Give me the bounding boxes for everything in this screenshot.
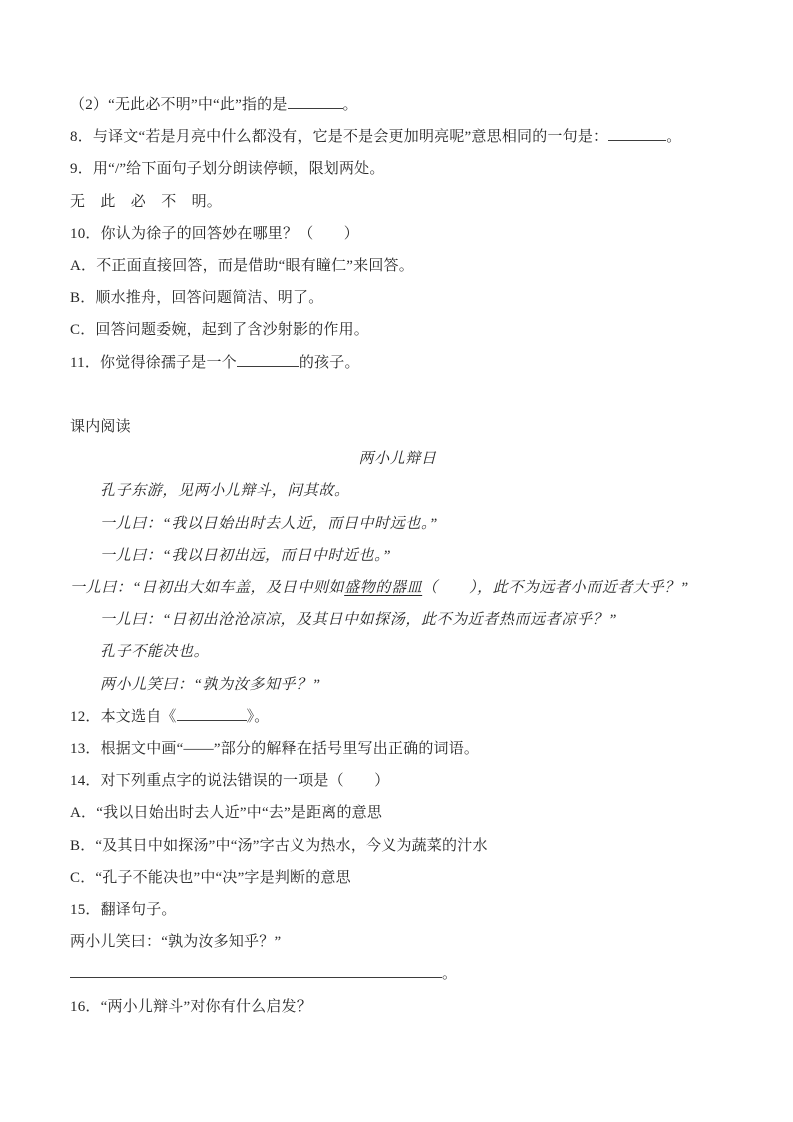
text-segment: 14．对下列重点字的说法错误的一项是（ ） — [70, 773, 390, 790]
question-line — [70, 347, 725, 379]
text-segment: 两小儿辩日 — [358, 451, 437, 468]
text-segment: 10．你认为徐子的回答妙在哪里？（ ） — [70, 225, 360, 242]
question-line — [70, 733, 725, 765]
option-line — [70, 797, 725, 829]
text-segment: C．“孔子不能决也”中“决”字是判断的意思 — [70, 869, 351, 886]
option-line — [70, 314, 725, 346]
text-segment: A．不正面直接回答，而是借助“眼有瞳仁”来回答。 — [70, 258, 414, 275]
text-segment: 11．你觉得徐孺子是一个 — [70, 354, 237, 371]
passage-line — [70, 475, 725, 507]
answer-line — [70, 958, 725, 990]
text-segment: 无 此 必 不 明。 — [70, 193, 223, 210]
answer-blank — [608, 126, 666, 141]
question-line — [70, 765, 725, 797]
text-segment: 的孩子。 — [298, 354, 360, 371]
underlined-term: 盛物的器皿 — [344, 580, 423, 597]
text-segment: 13．根据文中画“——”部分的解释在括号里写出正确的词语。 — [70, 741, 480, 758]
option-line — [70, 862, 725, 894]
question-line — [70, 121, 725, 153]
option-line — [70, 282, 725, 314]
question-line — [70, 894, 725, 926]
text-segment: B．“及其日中如探汤”中“汤”字古义为热水，今义为蔬菜的汁水 — [70, 837, 488, 854]
blank-gap — [70, 379, 725, 411]
option-line — [70, 250, 725, 282]
sentence-to-mark — [70, 186, 725, 218]
text-segment: 》。 — [246, 708, 270, 725]
text-segment: C．回答问题委婉，起到了含沙射影的作用。 — [70, 322, 370, 339]
text-segment: 一儿曰：“日初出沧沧凉凉，及其日中如探汤，此不为近者热而远者凉乎？” — [100, 612, 618, 629]
answer-blank — [288, 94, 343, 109]
text-segment: 。 — [666, 129, 682, 146]
text-segment: 。 — [342, 97, 358, 113]
text-segment: 课内阅读 — [70, 419, 131, 436]
question-line — [70, 991, 725, 1023]
text-segment: 12．本文选自《 — [70, 708, 177, 725]
passage-line — [70, 604, 725, 636]
answer-blank — [70, 963, 442, 978]
question-line — [70, 89, 725, 121]
text-segment: 一儿曰：“日初出大如车盖，及日中则如 — [70, 580, 345, 597]
text-segment: 9．用“/”给下面句子划分朗读停顿，限划两处。 — [70, 161, 385, 178]
passage-line — [70, 540, 725, 572]
passage-line — [70, 636, 725, 668]
text-segment: 。 — [442, 966, 458, 983]
text-segment: 孔子东游，见两小儿辩斗，问其故。 — [100, 483, 350, 500]
answer-blank — [177, 706, 247, 721]
question-line — [70, 218, 725, 250]
text-segment: （2）“无此必不明”中“此”指的是 — [70, 97, 288, 113]
question-line — [70, 926, 725, 958]
question-line — [70, 153, 725, 185]
passage-title — [70, 443, 725, 475]
question-line — [70, 701, 725, 733]
text-segment: 一儿曰：“我以日始出时去人近，而日中时远也。” — [100, 515, 438, 532]
text-segment: 两小儿笑曰：“孰为汝多知乎？” — [70, 934, 282, 951]
text-segment: 16．“两小儿辩斗”对你有什么启发？ — [70, 998, 312, 1015]
text-segment: 孔子不能决也。 — [100, 644, 210, 661]
answer-blank — [237, 352, 299, 367]
text-segment: 两小儿笑曰：“孰为汝多知乎？” — [100, 676, 321, 693]
text-segment: （ ），此不为远者小而近者大乎？” — [422, 580, 689, 597]
passage-line — [70, 669, 725, 701]
text-segment: 8．与译文“若是月亮中什么都没有，它是不是会更加明亮呢”意思相同的一句是： — [70, 129, 609, 146]
text-segment: B．顺水推舟，回答问题简洁、明了。 — [70, 290, 324, 307]
passage-line — [70, 508, 725, 540]
text-segment: 15．翻译句子。 — [70, 902, 177, 919]
section-label — [70, 411, 725, 443]
passage-line — [70, 572, 725, 604]
text-segment: 一儿曰：“我以日初出远，而日中时近也。” — [100, 547, 392, 564]
option-line — [70, 830, 725, 862]
text-segment: A．“我以日始出时去人近”中“去”是距离的意思 — [70, 805, 383, 822]
